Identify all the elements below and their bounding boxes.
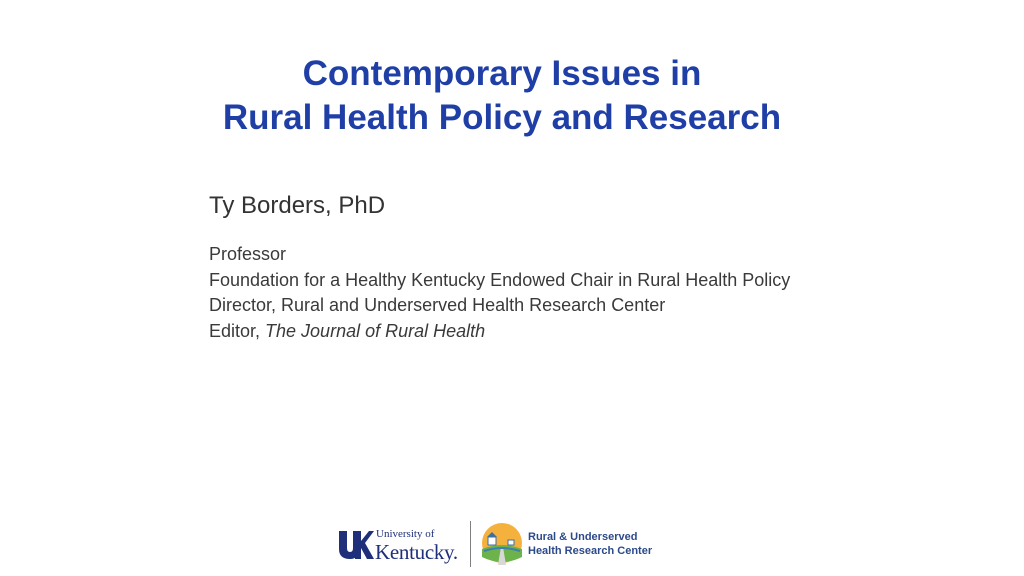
uk-monogram-icon [338, 529, 374, 561]
presenter-name: Ty Borders, PhD [209, 192, 386, 219]
slide-title-line-1: Contemporary Issues in [302, 54, 702, 93]
role-editor [209, 319, 790, 345]
role-director: Director, Rural and Underserved Health Research Center [209, 295, 666, 315]
slide-title-line-2: Rural Health Policy and Research [222, 98, 782, 137]
role-professor: Professor [209, 244, 287, 264]
role-editor-prefix: Editor, [209, 320, 266, 341]
role-endowed-chair: Foundation for a Healthy Kentucky Endowed Chair in Rural Health Policy [209, 269, 791, 290]
university-of-kentucky-logo [338, 527, 468, 567]
presenter-roles [209, 242, 790, 344]
role-editor-journal: The Journal of Rural Health [265, 320, 486, 341]
uk-kentucky-label: Kentucky. [375, 540, 458, 564]
sunrise-road-emblem-icon [480, 521, 524, 567]
slide-title [0, 52, 1004, 140]
rural-underserved-center-logo [480, 519, 680, 569]
center-name-line-2: Health Research Center [528, 545, 653, 557]
logo-divider [470, 521, 471, 567]
uk-university-of-label: University of [376, 528, 435, 540]
center-name-line-1: Rural & Underserved [528, 531, 638, 543]
